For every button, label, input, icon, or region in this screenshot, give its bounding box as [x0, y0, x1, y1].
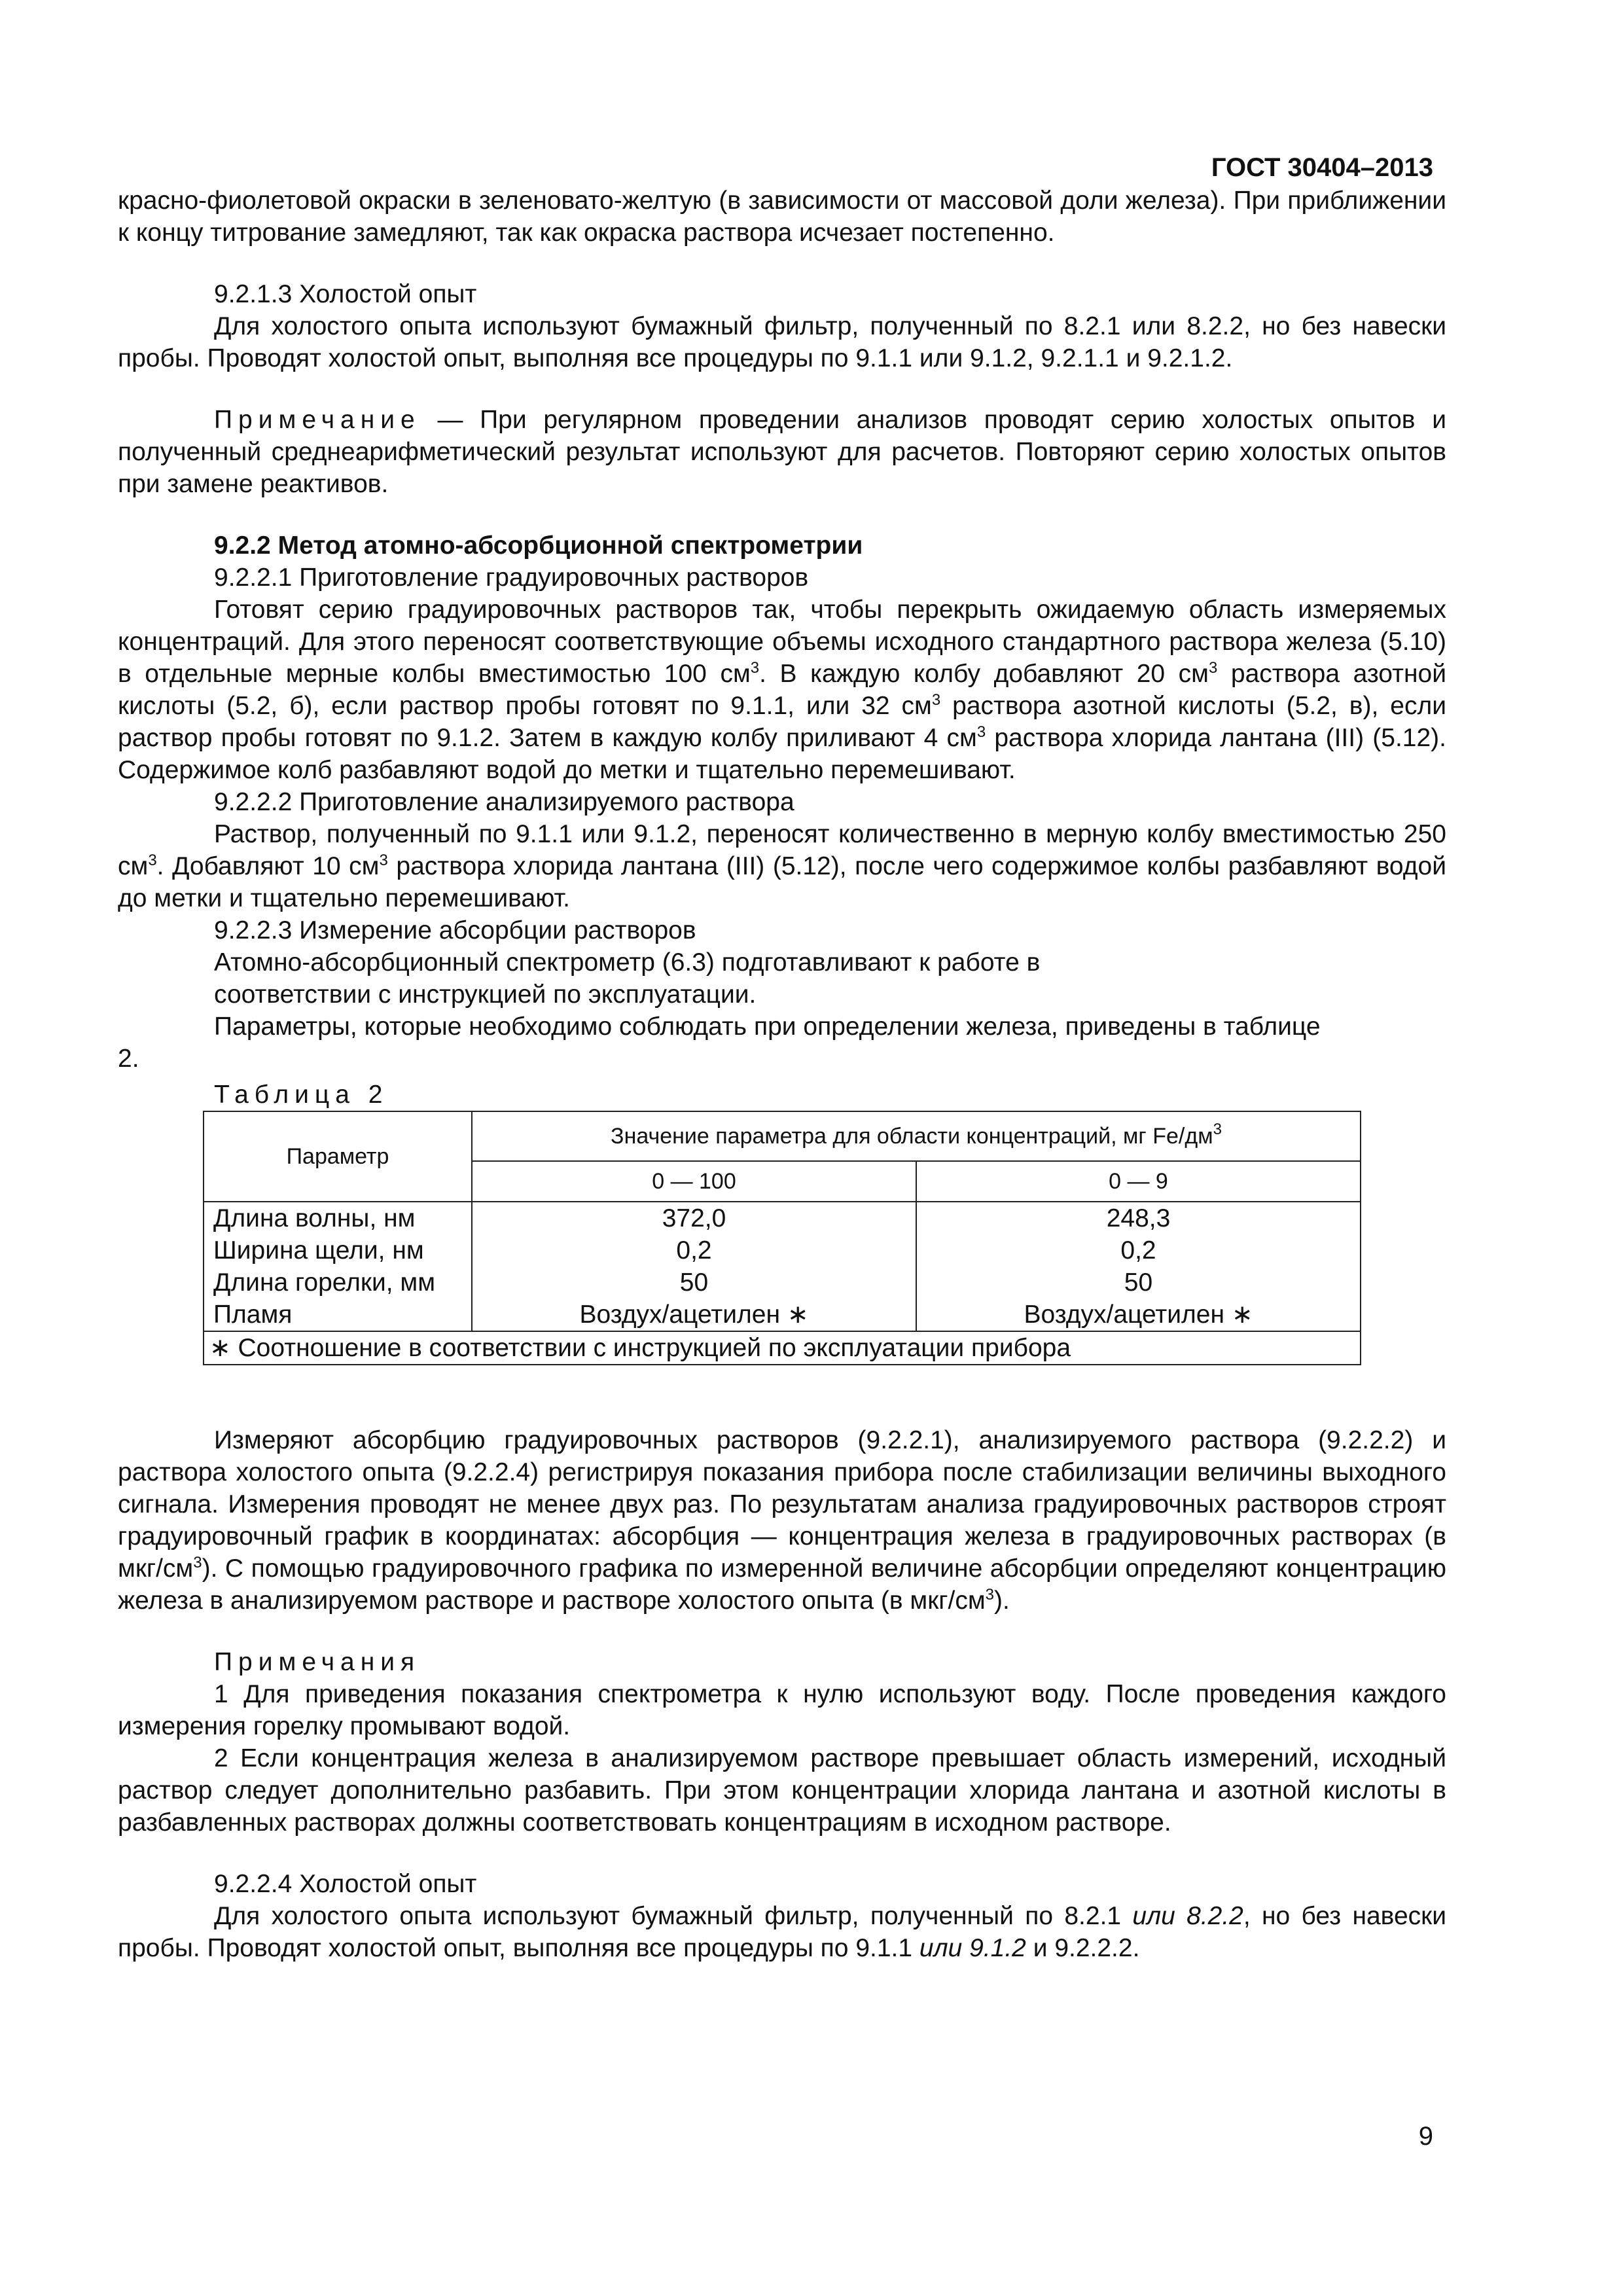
param-flame: Пламя	[213, 1300, 293, 1329]
section-9-2-2-4-title: 9.2.2.4 Холостой опыт	[214, 1870, 477, 1898]
table-col-range-1: 372,0 0,2 50 Воздух/ацетилен ∗	[472, 1202, 916, 1331]
measurement-paragraph: Измеряют абсорбцию градуировочных растворов (9.2.2.1), анализируемого раствора (9.2.2.2) и раствора холостого опыта (9.2.2.4) регистрируя показания прибора после стабилизации величины выходного сигнала. Измерения проводят не менее двух раз. По результатам анализа градуировочных растворов строят градуировочный график в координатах: абсорбция — концентрация железа в градуировочных растворах (в мкг/$см^3$). С помощью градуировочного графика по измеренной величине абсорбции определяют концентрацию железа в анализируемом растворе и растворе холостого опыта (в мкг/$см^3$).	[118, 1426, 1446, 1615]
param-slit-width: Ширина щели, нм	[213, 1236, 424, 1265]
note-blank-test	[118, 404, 1446, 500]
section-9-2-2-1-text: Готовят серию градуировочных растворов так, чтобы перекрыть ожидаемую область измеряемых концентраций. Для этого переносят соответствующие объемы исходного стандартного раствора железа (5.10) в отдельные мерные колбы вместимостью 100 $см^3$. В каждую колбу добавляют 20 $см^3$ раствора азотной кислоты (5.2, б), если раствор пробы готовят по 9.1.1, или 32 $см^3$ раствора азотной кислоты (5.2, в), если раствор пробы готовят по 9.1.2. Затем в каждую колбу приливают 4 $см^3$ раствора хлорида лантана (III) (5.12). Содержимое колб разбавляют водой до метки и тщательно перемешивают.	[118, 596, 1446, 784]
note-1: 1 Для приведения показания спектрометра к нулю используют воду. После проведения каждого измерения горелку промывают водой.	[118, 1680, 1446, 1740]
paragraph-continuation: красно-фиолетовой окраски в зеленовато-желтую (в зависимости от массовой доли железа). При приближении к концу титрование замедляют, так как окраска раствора исчезает постепенно.	[118, 187, 1446, 247]
document-code: ГОСТ 30404–2013	[1211, 153, 1433, 182]
page-number: 9	[1418, 2122, 1433, 2151]
section-9-2-2-3-line4: 2.	[118, 1045, 139, 1073]
note-label: Примечание	[214, 406, 421, 434]
section-9-2-2-3-line2: соответствии с инструкцией по эксплуатации.	[214, 980, 757, 1009]
section-9-2-2-title: 9.2.2 Метод атомно-абсорбционной спектрометрии	[214, 531, 863, 560]
section-9-2-2-4-text: Для холостого опыта используют бумажный фильтр, полученный по 8.2.1 или 8.2.2, но без навески пробы. Проводят холостой опыт, выполняя все процедуры по 9.1.1 или 9.1.2 и 9.2.2.2.	[118, 1902, 1447, 1962]
section-9-2-2-2-text: Раствор, полученный по 9.1.1 или 9.1.2, переносят количественно в мерную колбу вместимостью 250 $см^3$. Добавляют 10 $см^3$ раствора хлорида лантана (III) (5.12), после чего содержимое колбы разбавляют водой до метки и тщательно перемешивают.	[118, 820, 1446, 912]
section-9-2-1-3-title: 9.2.1.3 Холостой опыт	[214, 280, 477, 308]
section-9-2-2-3-title: 9.2.2.3 Измерение абсорбции растворов	[214, 916, 696, 944]
param-burner-length: Длина горелки, мм	[213, 1268, 436, 1297]
param-header: Параметр	[204, 1111, 472, 1202]
section-9-2-2-3-line3: Параметры, которые необходимо соблюдать при определении железа, приведены в таблице	[214, 1013, 1321, 1041]
table-param-list	[204, 1202, 472, 1331]
table-footnote: ∗ Соотношение в соответствии с инструкцией по эксплуатации прибора	[204, 1331, 1361, 1365]
range-header-2: 0 — 9	[916, 1161, 1361, 1202]
note-text: — При регулярном проведении анализов проводят серию холостых опытов и полученный среднеарифметический результат используют для расчетов. Повторяют серию холостых опытов при замене реактивов.	[118, 406, 1446, 498]
table-col-range-2: 248,3 0,2 50 Воздух/ацетилен ∗	[916, 1202, 1361, 1331]
value-header: Значение параметра для области концентраций, мг $Fe/дм^3$	[472, 1111, 1361, 1161]
section-9-2-1-3-text: Для холостого опыта используют бумажный фильтр, полученный по 8.2.1 или 8.2.2, но без навески пробы. Проводят холостой опыт, выполняя все процедуры по 9.1.1 или 9.1.2, 9.2.1.1 и 9.2.1.2.	[118, 312, 1446, 372]
table-2-caption: Таблица 2	[214, 1081, 389, 1109]
section-9-2-2-1-title: 9.2.2.1 Приготовление градуировочных растворов	[214, 564, 809, 592]
notes-label: Примечания	[214, 1648, 421, 1676]
table-2	[203, 1111, 1361, 1365]
range-header-1: 0 — 100	[472, 1161, 916, 1202]
section-9-2-2-2-title: 9.2.2.2 Приготовление анализируемого раствора	[214, 788, 794, 816]
note-2: 2 Если концентрация железа в анализируемом растворе превышает область измерений, исходный раствор следует дополнительно разбавить. При этом концентрации хлорида лантана и азотной кислоты в разбавленных растворах должны соответствовать концентрациям в исходном растворе.	[118, 1744, 1446, 1837]
param-wavelength: Длина волны, нм	[213, 1204, 416, 1232]
section-9-2-2-3-line1: Атомно-абсорбционный спектрометр (6.3) подготавливают к работе в	[214, 948, 1041, 977]
page-body	[118, 185, 1446, 1964]
